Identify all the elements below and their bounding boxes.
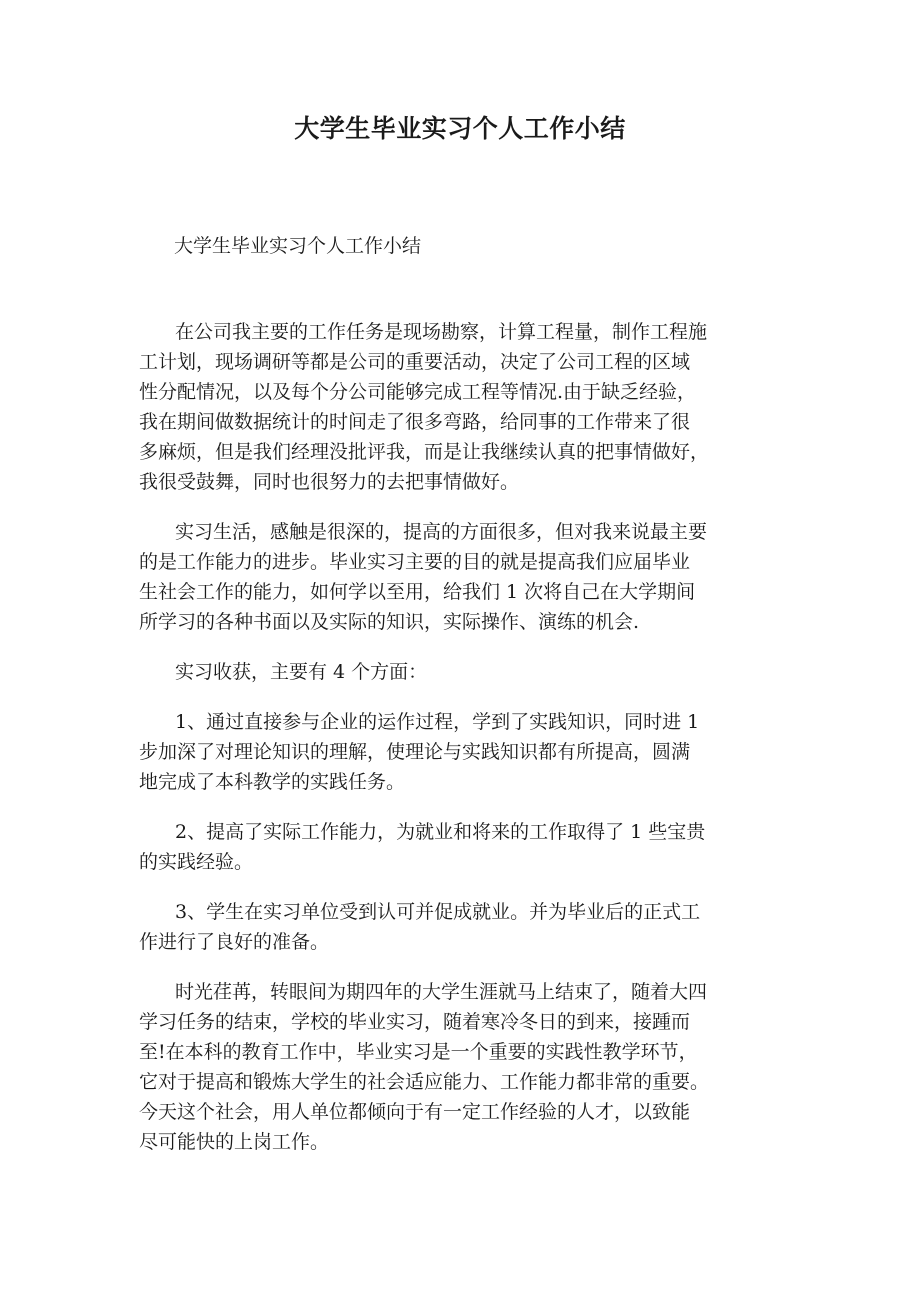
- text-line: 的是工作能力的进步。毕业实习主要的目的就是提高我们应届毕业: [139, 551, 691, 573]
- text-line: 2、提高了实际工作能力，为就业和将来的工作取得了 1 些宝贵: [175, 821, 706, 843]
- text-line: 性分配情况，以及每个分公司能够完成工程等情况.由于缺乏经验，: [139, 381, 697, 403]
- paragraph: [139, 897, 804, 957]
- text-line: 实习收获，主要有 4 个方面：: [175, 661, 428, 683]
- text-line: 的实践经验。: [139, 851, 254, 873]
- paragraph: [139, 817, 804, 877]
- text-line: 今天这个社会，用人单位都倾向于有一定工作经验的人才，以致能: [139, 1101, 691, 1123]
- text-line: 作进行了良好的准备。: [139, 931, 330, 953]
- text-line: 1、通过直接参与企业的运作过程，学到了实践知识，同时进 1: [175, 711, 700, 733]
- paragraph: [139, 517, 804, 637]
- paragraph: [139, 707, 804, 797]
- text-line: 我在期间做数据统计的时间走了很多弯路，给同事的工作带来了很: [139, 411, 691, 433]
- document-title: 大学生毕业实习个人工作小结: [294, 114, 626, 143]
- text-line: 地完成了本科教学的实践任务。: [139, 771, 406, 793]
- document-body: [139, 317, 804, 1177]
- text-line: 学习任务的结束，学校的毕业实习，随着寒冷冬日的到来，接踵而: [139, 1011, 691, 1033]
- text-line: 多麻烦，但是我们经理没批评我，而是让我继续认真的把事情做好，: [139, 441, 710, 463]
- text-line: 时光荏苒，转眼间为期四年的大学生涯就马上结束了，随着大四: [175, 981, 708, 1003]
- text-line: 3、学生在实习单位受到认可并促成就业。并为毕业后的正式工: [175, 901, 701, 923]
- document-subtitle: 大学生毕业实习个人工作小结: [174, 235, 422, 257]
- paragraph: [139, 317, 804, 497]
- text-line: 尽可能快的上岗工作。: [139, 1131, 330, 1153]
- text-line: 它对于提高和锻炼大学生的社会适应能力、工作能力都非常的重要。: [139, 1071, 710, 1093]
- text-line: 在公司我主要的工作任务是现场勘察，计算工程量，制作工程施: [175, 321, 708, 343]
- text-line: 步加深了对理论知识的理解，使理论与实践知识都有所提高，圆满: [139, 741, 691, 763]
- text-line: 生社会工作的能力，如何学以至用，给我们 1 次将自己在大学期间: [139, 581, 696, 603]
- paragraph: [139, 977, 804, 1157]
- text-line: 我很受鼓舞，同时也很努力的去把事情做好。: [139, 471, 520, 493]
- text-line: 工计划，现场调研等都是公司的重要活动，决定了公司工程的区域: [139, 351, 691, 373]
- paragraph: [139, 657, 804, 687]
- text-line: 实习生活，感触是很深的，提高的方面很多，但对我来说最主要: [175, 521, 708, 543]
- text-line: 至!在本科的教育工作中，毕业实习是一个重要的实践性教学环节，: [139, 1041, 698, 1063]
- text-line: 所学习的各种书面以及实际的知识，实际操作、演练的机会.: [139, 611, 640, 633]
